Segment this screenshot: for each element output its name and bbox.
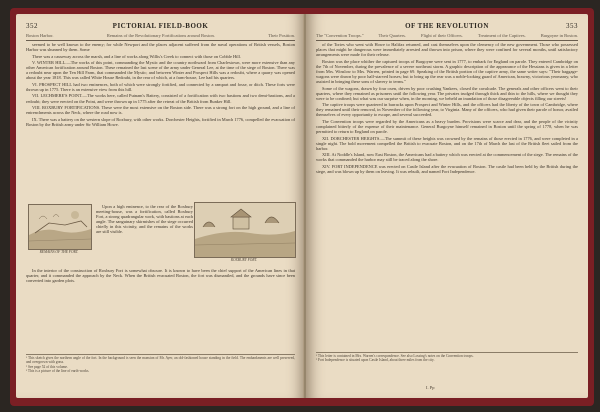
footnote: ² Fort Independence is situated upon Castle Island, about three miles from the city. (316, 358, 435, 363)
left-running-title: PICTORIAL FIELD-BOOK (112, 22, 209, 30)
footnote: ¹ This letter is contained in Mrs. Warren's correspondence. See also Lossing's notes on the Convention troops. (316, 354, 474, 358)
paragraph: VIII. ROXBURY FORTIFICATIONS. These were the most extensive on the Boston side. There was a strong fort on the high ground, and a line of entrenchments across the Neck, where the road now is. (26, 104, 295, 116)
paragraph: XIII. At Noddle's Island, now East Boston, the Americans had a battery which was erected at the commencement of the siege. The remains of the works that commanded the harbor may still be traced along the shore. (316, 152, 578, 163)
right-page (306, 14, 588, 398)
paragraph: seemed to be well known to the enemy; for while Newport and the places adjacent suffered from the naval operations of British vessels, Boston Harbor was shunned by them. Some (26, 42, 295, 53)
remains-of-fort-caption: REMAINS OF THE FORT. (39, 250, 79, 254)
remains-of-fort-illustration (28, 204, 92, 250)
paragraph: The Convention troops were regarded by the Americans as a heavy burden. Provisions were scarce and dear, and the people of the vicinity complained bitterly of the expense of their maintenance. General Burgoyne himself remained in Boston until the spring of 1778, when he was permitted to return to England on parole. (316, 118, 578, 135)
left-subhead-item: Remains of the Revolutionary Fortifications around Boston. (106, 33, 215, 38)
left-page-number: 352 (26, 22, 38, 30)
right-body-text (316, 42, 578, 348)
paragraph: of the Tories who went with Howe to Halifax returned, and cast themselves upon the clemency of the new government. Those who possessed places that might be dangerous were immediately arrested and thrown into prison, where they were confined for several months, until satisfactory arrangements were made for their release. (316, 42, 578, 58)
paragraph: VII. LECHMERE'S POINT.—The works here, called Putnam's Battery, consisted of a fortification with two bastions and two demi-bastions, and a redoubt; they were erected on the Point, and were thrown up in 1775 after the retreat of the British from Bunker Hill. (26, 93, 295, 104)
paragraph: Boston was the place whither the captured troops of Burgoyne were sent in 1777, to embark for England on parole. They entered Cambridge on the 7th of November, during the prevalence of a severe northeast storm. A graphic description of the appearance of the Hessians is given in a letter from Mrs. Winslow to Mrs. Warren, printed in page 69. Speaking of the British portion of the captive army, the same writer says: "Their baggage-wagons were drawn by poor half-starved horses; but to bring up the rear was a noble-looking guard of American, brawny, victorious yeomanry, who assisted in bringing these sons of slavery to terms." (316, 58, 578, 85)
paragraph: IX. There was a battery on the western slope of Roxbury, with other works. Dorchester Heights, fortified in March 1776, compelled the evacuation of Boston by the British army under Sir William Howe. (26, 116, 295, 127)
right-subhead (316, 33, 578, 41)
printer-signature: I. Pp (426, 385, 435, 390)
paragraph: Upon a high eminence, to the rear of the Roxbury meeting-house, was a fortification, called Roxbury Fort, a strong quadrangular work, with bastions at each angle. The sanguinary skirmishes of the siege occurred chiefly in this vicinity, and the remains of the works are still visible. (96, 204, 193, 235)
left-body-text-top (26, 42, 295, 200)
footnote: ² See page 52 of this volume. (26, 364, 68, 369)
footnote: ¹ This sketch gives the northern angle of the fort. In the background is seen the mansion of Mr. Ayer, an old-fashioned house standing in the field. The embankments are well preserved, and overgrown with grass. (26, 356, 295, 365)
right-subhead-item: Treatment of the Captives. (477, 33, 526, 38)
left-body-text-bottom (26, 268, 295, 350)
paragraph: The captive troops were quartered in barracks upon Prospect and Winter Hills, and the officers had the liberty of the town of Cambridge, where they remained until their removal, in November of the following year, to Virginia. Many of the officers, who had given their parole of honor, availed themselves of every opportunity to escape, and several succeeded. (316, 102, 578, 118)
right-running-head (316, 22, 578, 31)
left-running-head (26, 22, 295, 31)
paragraph: VI. PROSPECT HILL had two eminences, both of which were strongly fortified, and connected by a rampart and fosse, or ditch. These forts were thrown up in 1775. There is an extensive view from this hill. (26, 81, 295, 92)
right-subhead-item: Flight of their Officers. (421, 33, 463, 38)
right-subhead-item: Their Quarters. (378, 33, 407, 38)
left-subhead-item: Their Position. (268, 33, 295, 38)
roxbury-fort-caption: ROXBURY FORT. (230, 258, 258, 262)
left-body-text-wrap (96, 204, 193, 264)
left-page (16, 14, 305, 398)
book-cover (10, 8, 594, 406)
paragraph: V. WINTER HILL.—The works of this point, commanding the Mystic and the country northward from Charlestown, were more extensive than any other American fortification around Boston. These remained the last scene of the army under General Lee, at the time of the siege of Boston. There was a redoubt near upon the Ten Hill Farm, that commanded the Mystic; and between Winter and Prospect Hills was a redoubt, where a quarry was opened about the year 1818. This was called White House Redoubt, in the rear of which, at a farm-house, Lee had his quarters. (26, 60, 295, 81)
paragraph: XIV. FORT INDEPENDENCE was erected on Castle Island after the evacuation of Boston. The castle had been held by the British during the siege, and was blown up by them on leaving. It was rebuilt, and named Fort Independence. (316, 163, 578, 174)
roxbury-fort-illustration (194, 202, 296, 258)
footnote: ³ This is a picture of the line of earth-works. (26, 368, 90, 373)
right-footnotes (316, 352, 578, 384)
right-subhead-item: Burgoyne in Boston. (540, 33, 578, 38)
left-subhead (26, 33, 295, 41)
paragraph: Some of the wagons, drawn by four oxen, driven by poor crushing Yankees, closed the cavalcade. The generals and other officers went to their quarters, where they remained as prisoners until the following year. The privates trudged through thick and thin to the hills, where we thought they were to be confined; but what was our surprise when, in the morning, we beheld an inundation of those disagreeable objects filling our streets! (316, 85, 578, 101)
right-subhead-item: The "Convention Troops." (316, 33, 364, 38)
paragraph: There was a causeway across the marsh, and a line of works along Willis's Creek to connect with those on Cobble Hill. (32, 53, 241, 59)
right-running-title: OF THE REVOLUTION (405, 22, 489, 30)
left-subhead-item: Boston Harbor. (26, 33, 54, 38)
left-footnotes (26, 354, 295, 394)
paragraph: XII. DORCHESTER HEIGHTS.—The summit of these heights was crowned by the remains of those erected in 1776, and were completed in a single night. The bold movement compelled the British to evacuate Boston, and on the 17th of March the last of the British fleet sailed from the harbor. (316, 135, 578, 151)
right-page-number: 353 (566, 22, 578, 30)
paragraph: In the interior of the construction of Roxbury Fort is somewhat obscure. It is known to have been the chief support of the American lines in that quarter, and it commanded the approach by the Neck. When the British evacuated Boston, the fort was dismantled, and the grounds have since been converted into garden plots. (26, 268, 295, 284)
